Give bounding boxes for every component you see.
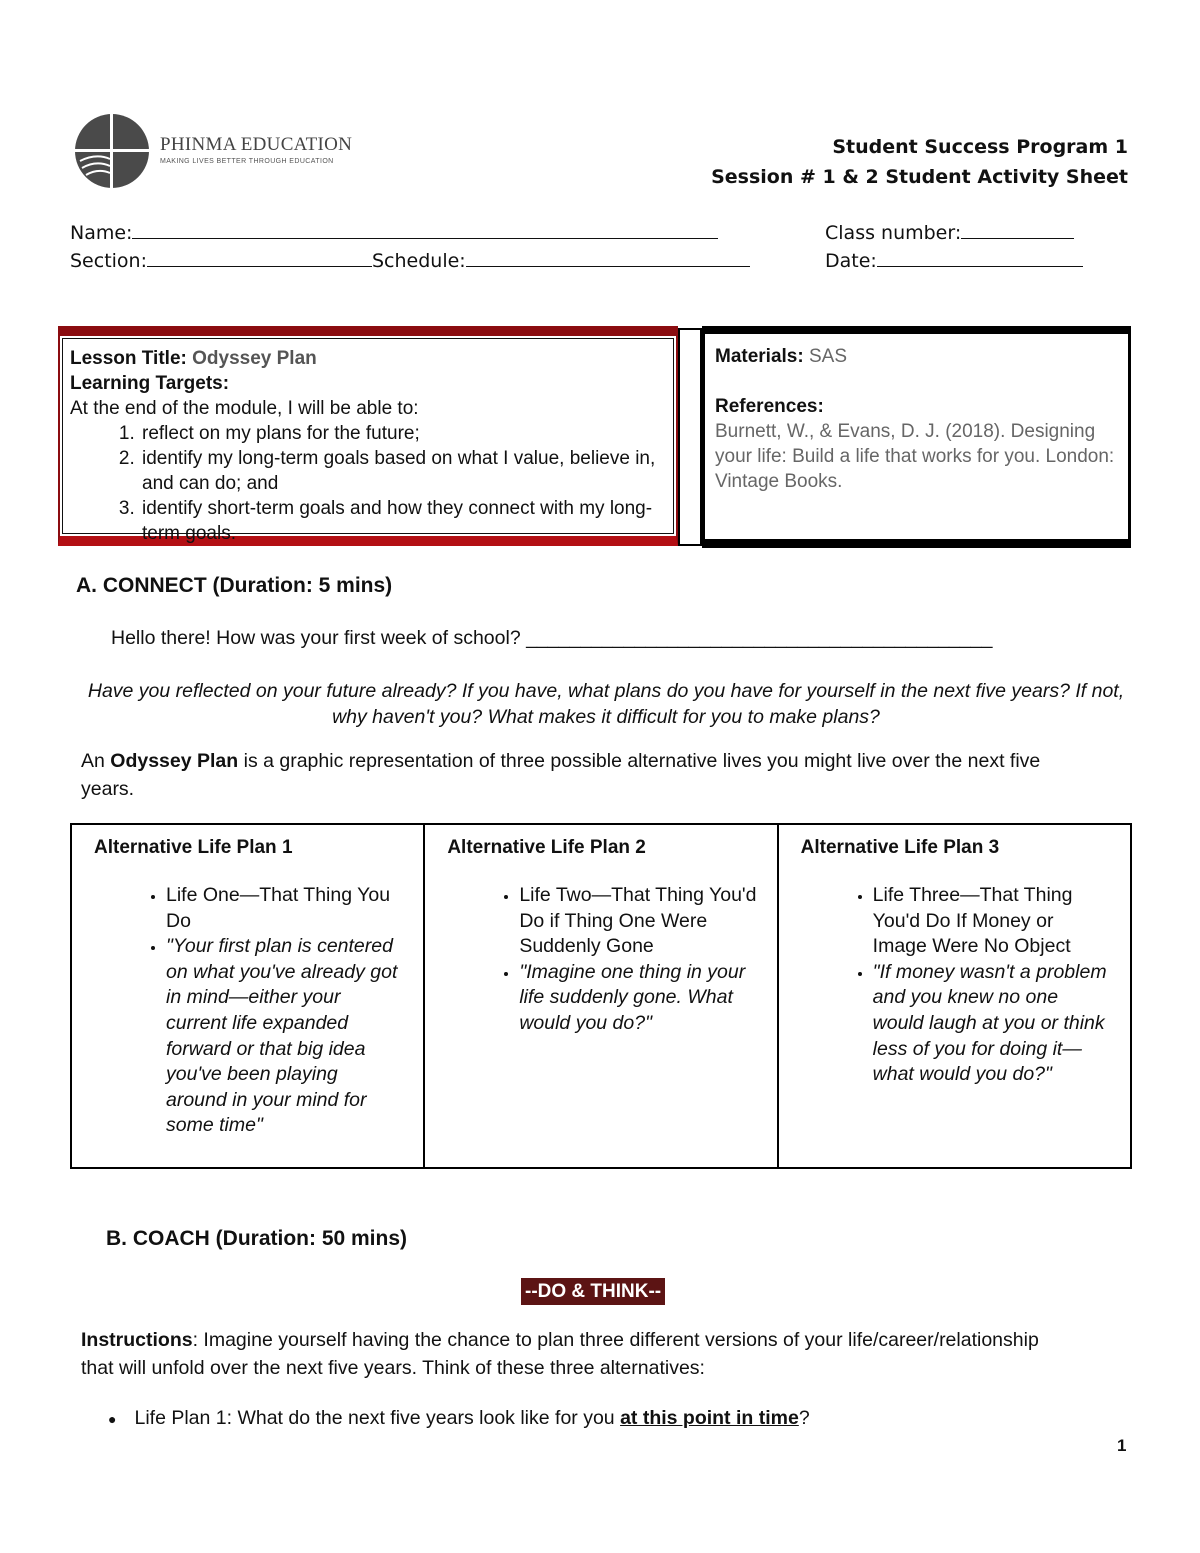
plan-title: Alternative Life Plan 3 — [800, 837, 1000, 858]
plan-title: Alternative Life Plan 1 — [94, 837, 293, 858]
bullet-prefix: Life Plan 1: What do the next five years look like for you — [134, 1407, 615, 1429]
class-number-field[interactable] — [825, 220, 1074, 244]
schedule-label: Schedule: — [372, 250, 466, 272]
odyssey-prefix: An — [81, 750, 105, 772]
lesson-title-label: Lesson Title: — [70, 348, 187, 369]
class-number-label: Class number: — [825, 222, 962, 244]
date-label: Date: — [825, 250, 877, 272]
section-label: Section: — [70, 250, 147, 272]
question-text: Hello there! How was your first week of school? — [111, 627, 521, 649]
connect-question — [111, 624, 992, 652]
section-field[interactable] — [70, 248, 750, 272]
reflection-prompt: Have you reflected on your future already? If you have, what plans do you have for yourself in the next five years? If not, why haven't you? What makes it difficult for you to make plans? — [87, 680, 1125, 728]
class-number-line[interactable] — [961, 220, 1074, 239]
plan-column-2 — [423, 825, 776, 1167]
learning-targets-list — [70, 421, 676, 546]
materials-box — [702, 326, 1131, 548]
learning-target: 2. identify my long-term goals based on what I value, believe in, and can do; and — [140, 446, 676, 496]
date-line[interactable] — [877, 248, 1083, 267]
schedule-line[interactable] — [466, 248, 750, 267]
phinma-logo-icon — [74, 113, 152, 189]
plans-table — [70, 823, 1132, 1169]
odyssey-rest: is a graphic representation of three possible alternative lives you might live over the next five years. — [81, 750, 1041, 800]
plan-quote: • "If money wasn't a problem and you knew no one would laugh at you or think less of you for doing it—what would you do?" — [873, 960, 1110, 1088]
reference-text: Burnett, W., & Evans, D. J. (2018). Designing your life: Build a life that works for you. London: Vintage Books. — [715, 421, 1115, 492]
date-field[interactable] — [825, 248, 1083, 272]
box-divider — [678, 328, 702, 546]
phinma-logo-text — [160, 134, 352, 165]
connect-heading: A. CONNECT (Duration: 5 mins) — [76, 574, 393, 597]
instructions — [81, 1326, 1041, 1382]
bullet-suffix: ? — [798, 1407, 810, 1429]
plan-quote: • "Your first plan is centered on what you've already got in mind—either your current life expanded forward or that big idea you've been playing around in your mind for some time" — [166, 934, 403, 1139]
learning-target: 1. reflect on my plans for the future; — [140, 421, 676, 446]
plan-quote: • "Imagine one thing in your life suddenly gone. What would you do?" — [519, 960, 756, 1037]
plan-column-1 — [72, 825, 423, 1167]
coach-heading: B. COACH (Duration: 50 mins) — [106, 1227, 408, 1250]
answer-blank[interactable]: ___________________________________________ — [526, 627, 993, 649]
logo-name: PHINMA EDUCATION — [160, 134, 353, 155]
plan-item: • Life One—That Thing You Do — [166, 883, 403, 934]
document-title — [711, 132, 1128, 192]
learning-targets-intro: At the end of the module, I will be able to: — [70, 398, 419, 419]
odyssey-definition — [81, 747, 1071, 803]
name-line[interactable] — [132, 220, 718, 239]
instructions-label: Instructions — [81, 1329, 193, 1351]
sheet-title: Session # 1 & 2 Student Activity Sheet — [711, 166, 1128, 188]
page-number: 1 — [1117, 1436, 1127, 1455]
logo-tagline: MAKING LIVES BETTER THROUGH EDUCATION — [160, 158, 334, 165]
name-label: Name: — [70, 222, 133, 244]
plan-title: Alternative Life Plan 2 — [447, 837, 646, 858]
program-title: Student Success Program 1 — [832, 136, 1128, 158]
learning-targets-label: Learning Targets: — [70, 373, 230, 394]
bullet-emphasis: at this point in time — [620, 1407, 799, 1429]
lesson-box — [58, 326, 678, 546]
references-label: References: — [715, 396, 824, 417]
section-line[interactable] — [147, 248, 372, 267]
do-think-banner: --DO & THINK-- — [521, 1278, 665, 1305]
name-field[interactable] — [70, 220, 718, 244]
instructions-text: : Imagine yourself having the chance to plan three different versions of your life/career/relationship that will unfold over the next five years. Think of these three alternatives: — [81, 1329, 1039, 1379]
bullet-icon: ● — [108, 1411, 117, 1427]
odyssey-term: Odyssey Plan — [110, 750, 239, 772]
lesson-title-value: Odyssey Plan — [192, 348, 317, 369]
materials-label: Materials: — [715, 346, 804, 367]
life-plan-1-bullet — [108, 1404, 810, 1433]
learning-target: 3. identify short-term goals and how they connect with my long-term goals. — [140, 496, 676, 546]
plan-column-3 — [777, 825, 1130, 1167]
plan-item: • Life Three—That Thing You'd Do If Money or Image Were No Object — [873, 883, 1110, 960]
plan-item: • Life Two—That Thing You'd Do if Thing One Were Suddenly Gone — [519, 883, 756, 960]
materials-value: SAS — [808, 346, 848, 367]
